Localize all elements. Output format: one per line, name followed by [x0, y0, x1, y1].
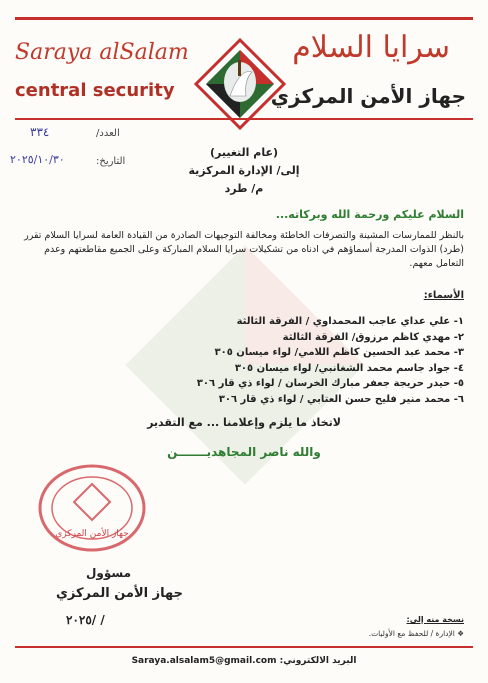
- salutation: السلام عليكم ورحمة الله وبركاته...: [275, 208, 464, 221]
- unit-name-arabic: جهاز الأمن المركزي: [270, 84, 466, 108]
- copy-to-label: نسخة منه إلى:: [406, 615, 464, 624]
- closing-line: لاتخاذ ما يلزم وإعلامنا ... مع التقدير: [147, 416, 341, 429]
- copy-to-item: ❖ الإدارة / للحفظ مع الأوليات.: [368, 629, 464, 638]
- signatory-title: مسؤول: [86, 566, 132, 580]
- brand-name-arabic: سرايا السلام: [292, 30, 450, 65]
- email-label: البريد الالكتروني:: [279, 656, 357, 666]
- subject-line: م/ طرد: [224, 182, 264, 195]
- unit-name-english: central security: [15, 80, 175, 101]
- list-item: ٦- محمد منير فليح حسن العتابي / لواء ذي قار ٣٠٦: [218, 393, 464, 405]
- date-value: ٢٠٢٥/١٠/٣٠: [10, 153, 65, 166]
- footer-rule: [15, 646, 473, 648]
- names-list: [197, 314, 464, 407]
- letter-body: بالنظر للممارسات المشينة والتصرفات الخاطئة ومخالفة التوجيهات الصادرة من القيادة العامة لسرايا السلام تقرر (طرد) الذوات المدرجة أسماؤهم في ادناه من تشكيلات سرايا السلام المباركة وعلى الجميع مقاطعتهم وعدم التعامل معهم.: [24, 230, 464, 269]
- stamp-text: جهاز الأمن المركزي: [55, 529, 129, 539]
- copy-to-item-text: الإدارة / للحفظ مع الأوليات.: [368, 629, 455, 638]
- brand-name-english: Saraya alSalam: [15, 40, 189, 65]
- header-bottom-rule: [15, 118, 473, 120]
- recipient-to-line: إلى/ الإدارة المركزية: [188, 164, 300, 177]
- official-stamp: [36, 462, 148, 554]
- signatory-unit: جهاز الأمن المركزي: [56, 586, 183, 601]
- header-top-rule: [15, 17, 473, 20]
- footer: [0, 656, 488, 666]
- list-item: ٥- حيدر حريجة جعفر مبارك الخرسان / لواء ذي قار ٣٠٦: [196, 378, 464, 389]
- list-item: ٤- جواد جاسم محمد الشغانبي/ لواء ميسان ٣٠٥: [234, 362, 464, 374]
- date-label: التاريخ:: [96, 156, 126, 167]
- number-value: ٣٣٤: [30, 125, 50, 139]
- list-item: ٢- مهدي كاظم مرزوق/ الفرقة الثالثة: [282, 331, 464, 343]
- email-address: Saraya.alsalam5@gmail.com: [131, 656, 277, 666]
- recipient-year-line: (عام التغيير): [209, 146, 278, 159]
- number-label: العدد/: [96, 128, 120, 139]
- recipients-block: [0, 144, 488, 198]
- list-item: ١- علي عداي عاجب المحمداوي / الفرقة الثالثة: [236, 316, 464, 327]
- list-item: ٣- محمد عبد الحسين كاظم اللامي/ لواء ميسان ٣٠٥: [214, 347, 464, 358]
- signature-date: ٢٠٢٥/ /: [66, 613, 105, 627]
- signoff-line: والله ناصر المجاهديـــــــن: [167, 445, 321, 459]
- names-heading: الأسماء:: [423, 290, 464, 301]
